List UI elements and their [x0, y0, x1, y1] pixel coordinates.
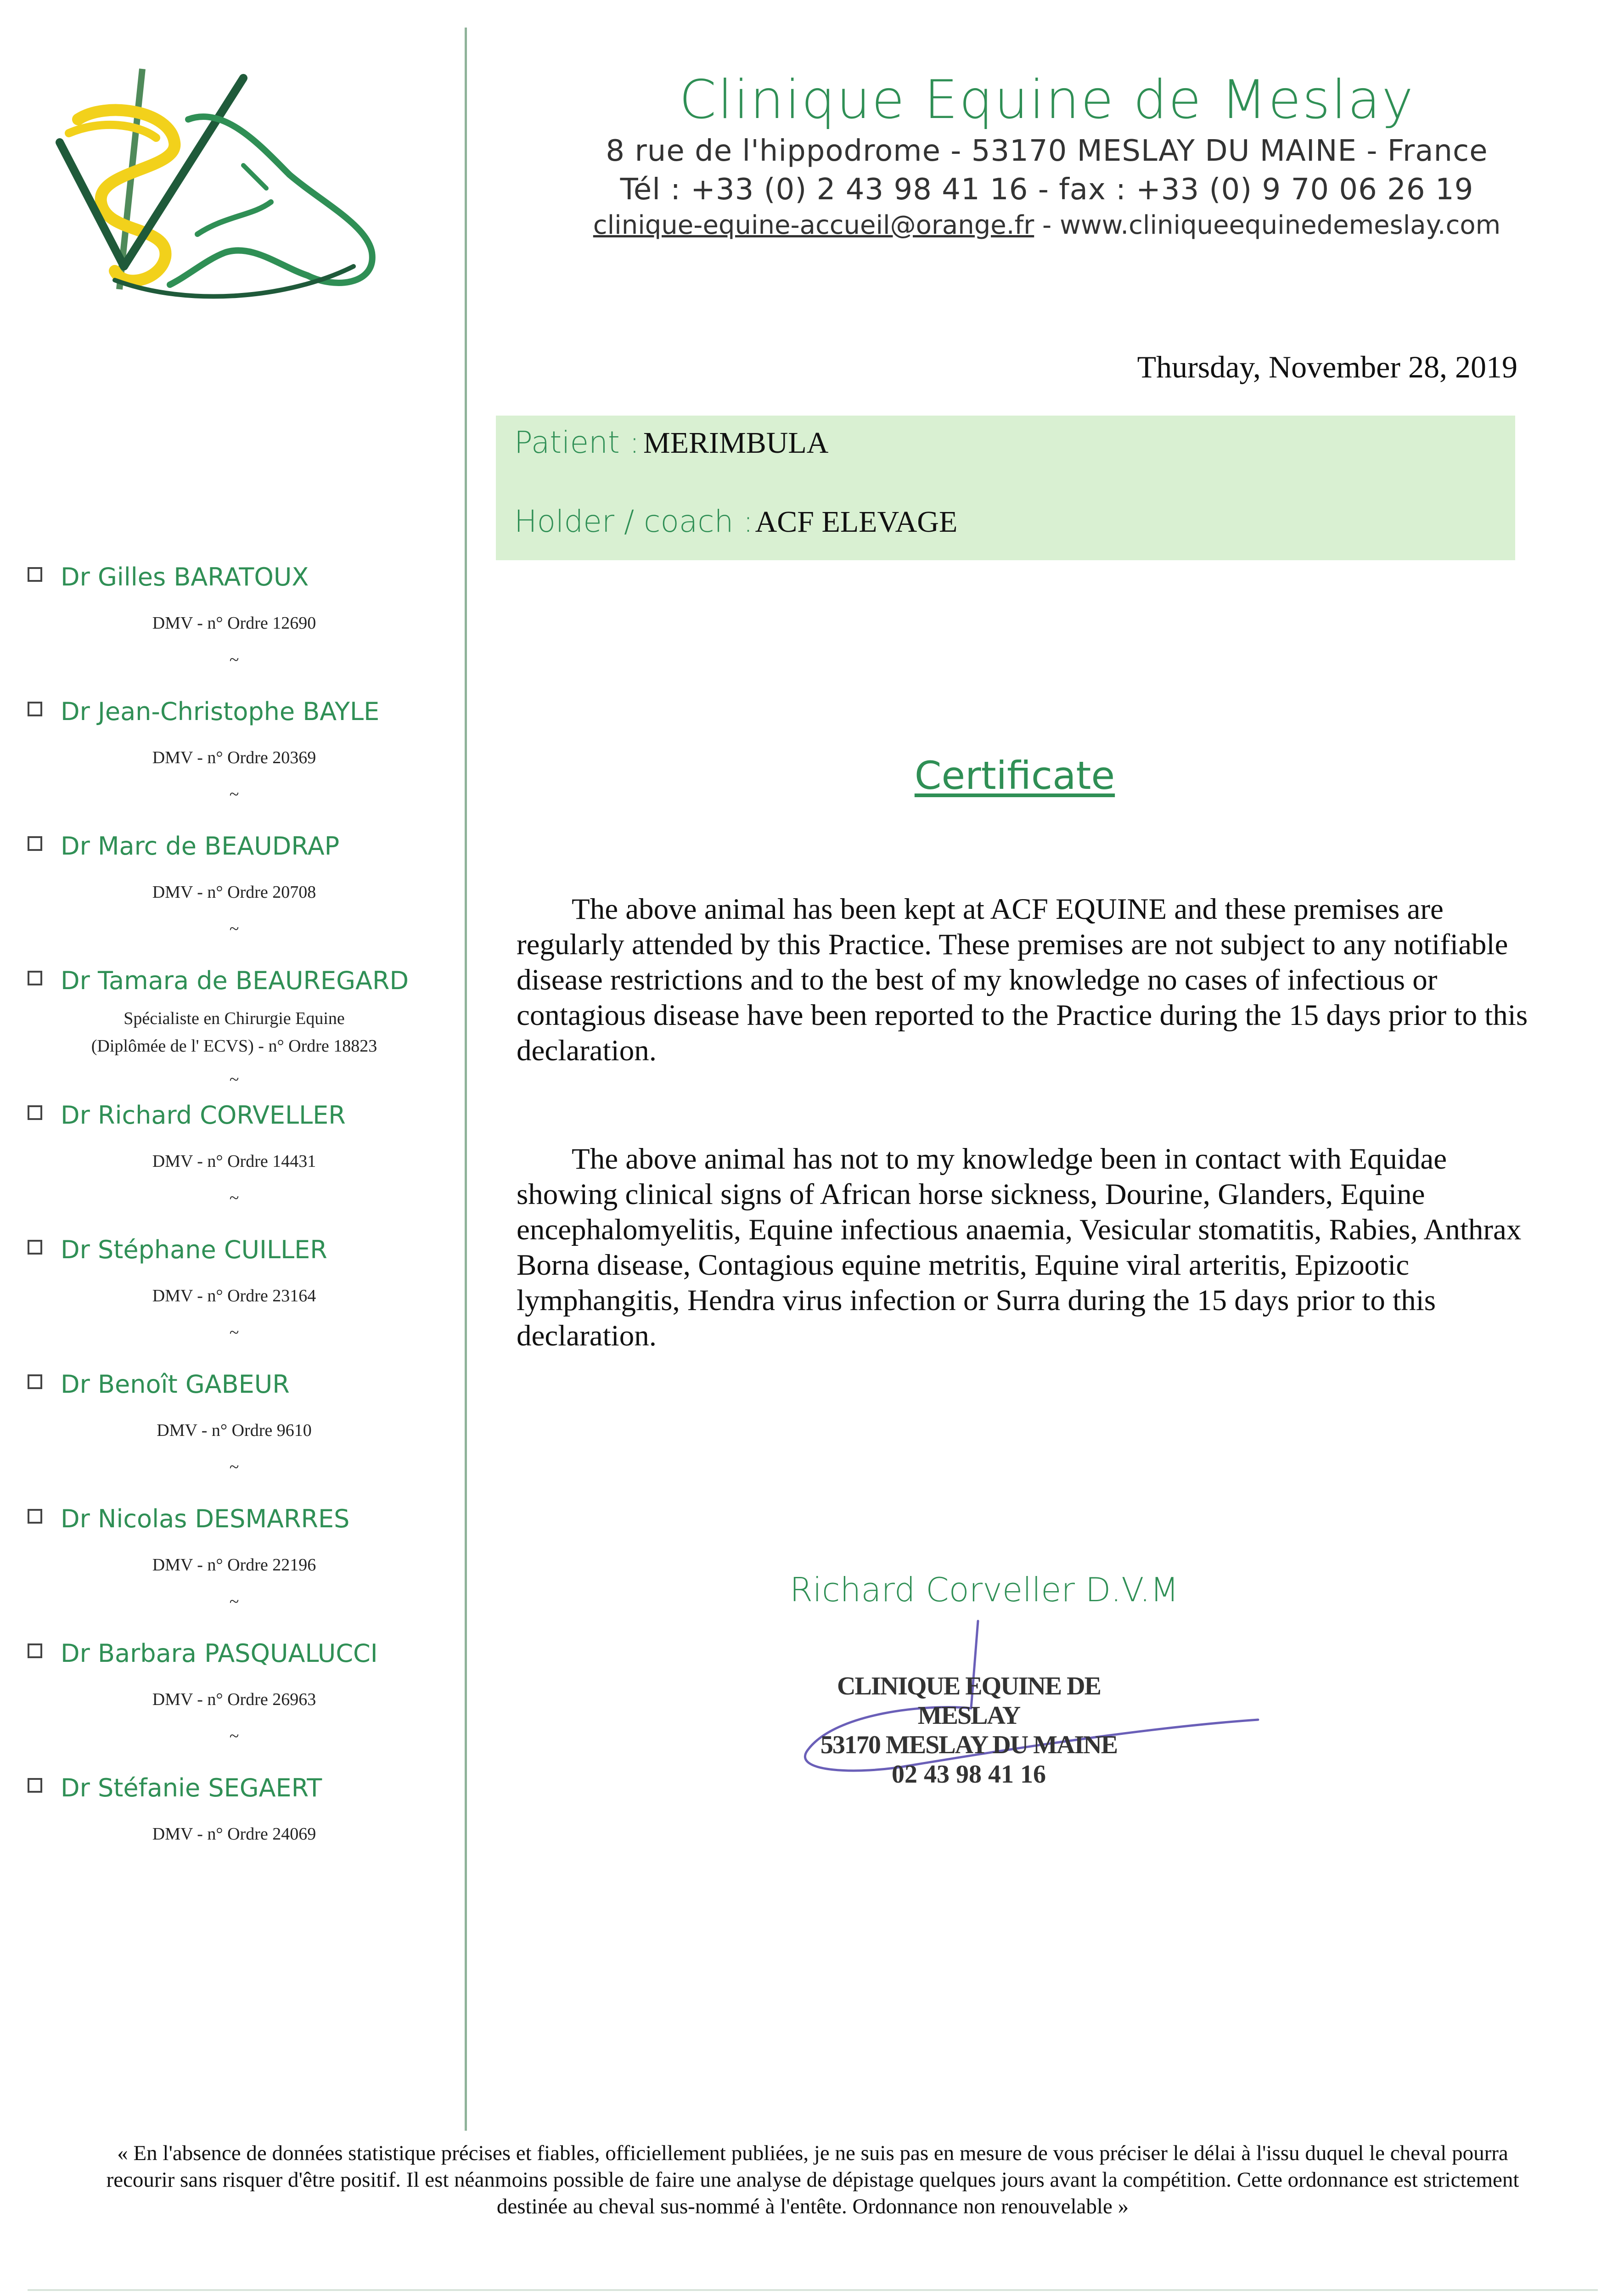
stamp-line: CLINIQUE EQUINE DE MESLAY	[837, 1672, 1101, 1730]
separator-tilde: ~	[229, 1592, 239, 1611]
doctor-registration: (Diplômée de l' ECVS) - n° Ordre 18823	[91, 1036, 377, 1056]
patient-row	[514, 425, 828, 461]
doctor-item	[28, 832, 441, 966]
doctor-registration: DMV - n° Ordre 9610	[157, 1421, 312, 1440]
checkbox-icon	[28, 1509, 42, 1524]
separator-tilde: ~	[229, 785, 239, 804]
doctor-list	[28, 563, 441, 1908]
certificate-title: Certificate	[914, 753, 1115, 798]
doctor-name: Dr Stéfanie SEGAERT	[61, 1773, 322, 1802]
doctor-name: Dr Richard CORVELLER	[61, 1101, 346, 1130]
doctor-name: Dr Benoît GABEUR	[61, 1370, 290, 1399]
patient-label: Patient :	[514, 425, 640, 460]
clinic-contact	[487, 210, 1607, 240]
doctor-name: Dr Stéphane CUILLER	[61, 1235, 327, 1264]
doctor-item	[28, 1235, 441, 1370]
footer-disclaimer: « En l'absence de données statistique précises et fiables, officiellement publiées, je ne suis pas en mesure de vous préciser le délai à l'issu duquel le cheval pourra recourir sans risquer d'être positif. Il est néanmoins possible de faire une analyse de dépistage quelques jours avant la compétition. Cette ordonnance est strictement destinée au cheval sus-nommé à l'entête. Ordonnance non renouvelable »	[106, 2141, 1519, 2218]
separator-tilde: ~	[229, 650, 239, 670]
doctor-name: Dr Marc de BEAUDRAP	[61, 832, 340, 861]
doctor-item	[28, 1101, 441, 1235]
bottom-rule	[28, 2289, 1598, 2291]
doctor-name: Dr Gilles BARATOUX	[61, 563, 309, 591]
separator-tilde: ~	[229, 1070, 239, 1089]
doctor-item	[28, 697, 441, 832]
checkbox-icon	[28, 702, 42, 716]
certificate-paragraph: The above animal has not to my knowledge been in contact with Equidae showing clinical signs of African horse sickness, Dourine, Glanders, Equine encephalomyelitis, Equine infectious anaemia, Vesicular stomatitis, Rabies, Anthrax Borna disease, Contagious equine metritis, Equine viral arteritis, Epizootic lymphangitis, Hendra virus infection or Surra during the 15 days prior to this declaration.	[517, 1142, 1522, 1352]
doctor-registration: DMV - n° Ordre 14431	[152, 1152, 316, 1171]
doctor-specialty: Spécialiste en Chirurgie Equine	[124, 1009, 345, 1028]
checkbox-icon	[28, 1374, 42, 1389]
clinic-logo	[51, 51, 381, 308]
doctor-item	[28, 966, 441, 1101]
holder-value: ACF ELEVAGE	[755, 505, 958, 539]
doctor-registration: DMV - n° Ordre 20369	[152, 748, 316, 767]
separator-tilde: ~	[229, 919, 239, 939]
separator-tilde: ~	[229, 1727, 239, 1746]
contact-separator: -	[1034, 210, 1060, 240]
doctor-registration: DMV - n° Ordre 23164	[152, 1286, 316, 1306]
doctor-registration: DMV - n° Ordre 26963	[152, 1690, 316, 1709]
clinic-phone: Tél : +33 (0) 2 43 98 41 16 - fax : +33 (0) 9 70 06 26 19	[620, 173, 1474, 207]
doctor-name: Dr Barbara PASQUALUCCI	[61, 1639, 378, 1668]
email-link[interactable]: clinique-equine-accueil@orange.fr	[593, 210, 1034, 240]
checkbox-icon	[28, 836, 42, 851]
doctor-name: Dr Nicolas DESMARRES	[61, 1504, 350, 1533]
website-link[interactable]: www.cliniqueequinedemeslay.com	[1060, 210, 1501, 240]
checkbox-icon	[28, 1778, 42, 1793]
doctor-item	[28, 1773, 441, 1908]
patient-value: MERIMBULA	[643, 426, 829, 460]
divider-line	[465, 28, 467, 2131]
separator-tilde: ~	[229, 1323, 239, 1342]
clinic-address: 8 rue de l'hippodrome - 53170 MESLAY DU MAINE - France	[606, 134, 1488, 168]
separator-tilde: ~	[229, 1458, 239, 1477]
doctor-name: Dr Jean-Christophe BAYLE	[61, 697, 380, 726]
checkbox-icon	[28, 1643, 42, 1658]
doctor-name: Dr Tamara de BEAUREGARD	[61, 966, 409, 995]
clinic-stamp	[808, 1671, 1129, 1789]
doctor-item	[28, 1370, 441, 1504]
separator-tilde: ~	[229, 1188, 239, 1208]
document-date: Thursday, November 28, 2019	[1137, 349, 1517, 384]
checkbox-icon	[28, 1240, 42, 1255]
holder-row	[514, 504, 957, 540]
doctor-registration: DMV - n° Ordre 24069	[152, 1824, 316, 1844]
holder-label: Holder / coach :	[514, 504, 753, 539]
doctor-item	[28, 1639, 441, 1773]
doctor-registration: DMV - n° Ordre 20708	[152, 883, 316, 902]
doctor-registration: DMV - n° Ordre 12690	[152, 613, 316, 633]
clinic-name: Clinique Equine de Meslay	[679, 69, 1415, 131]
doctor-item	[28, 563, 441, 697]
signature-name: Richard Corveller D.V.M	[790, 1570, 1179, 1609]
checkbox-icon	[28, 1105, 42, 1120]
stamp-line: 02 43 98 41 16	[892, 1760, 1046, 1789]
doctor-registration: DMV - n° Ordre 22196	[152, 1555, 316, 1575]
stamp-line: 53170 MESLAY DU MAINE	[820, 1731, 1118, 1759]
checkbox-icon	[28, 971, 42, 985]
patient-info-box	[496, 416, 1515, 560]
doctor-item	[28, 1504, 441, 1639]
certificate-paragraph: The above animal has been kept at ACF EQUINE and these premises are regularly attended by this Practice. These premises are not subject to any notifiable disease restrictions and to the best of my knowledge no cases of infectious or contagious disease have been reported to the Practice during the 15 days prior to this declaration.	[517, 893, 1528, 1067]
checkbox-icon	[28, 567, 42, 582]
